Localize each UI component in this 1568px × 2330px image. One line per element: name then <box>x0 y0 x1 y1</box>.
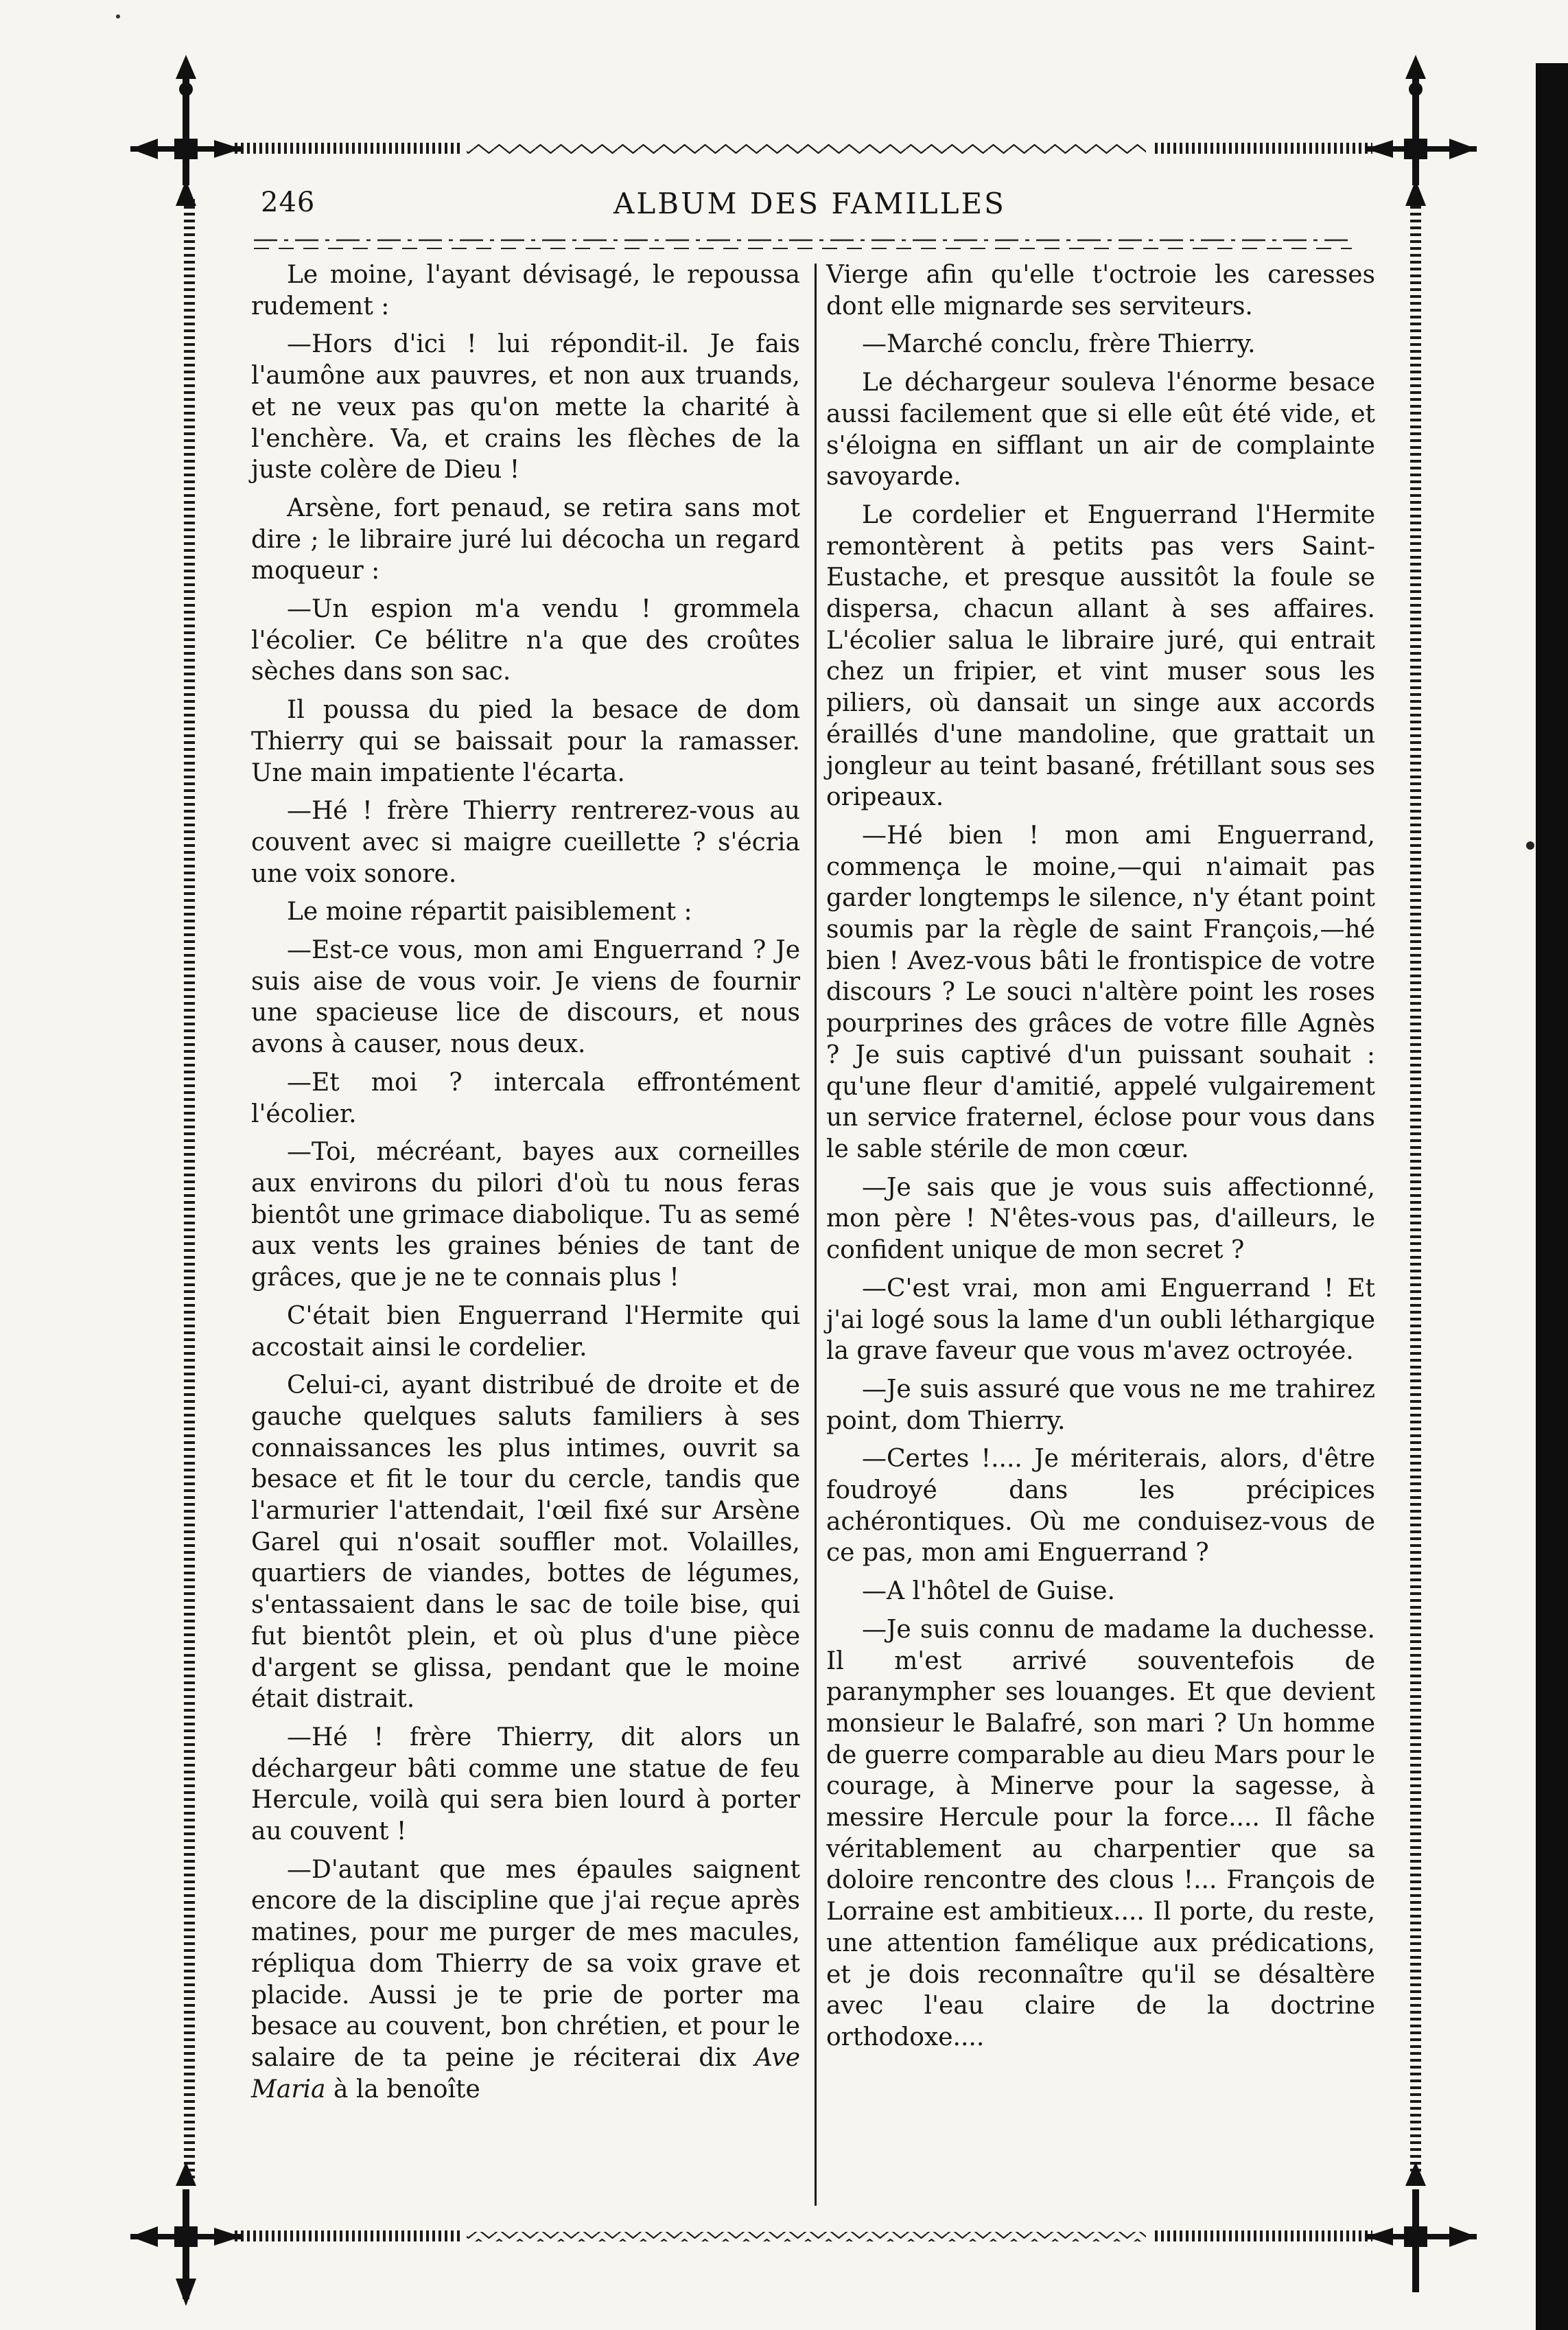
paragraph: —Je suis assuré que vous ne me trahirez point, dom Thierry. <box>826 1375 1375 1435</box>
paragraph: Le déchargeur souleva l'énorme besace aussi facilement que si elle eût été vide, et s'éloigna en sifflant un air de complainte savoyarde. <box>826 369 1375 491</box>
column-divider <box>815 264 817 2206</box>
paragraph: —Toi, mécréant, bayes aux corneilles aux environs du pilori d'où tu nous feras bientôt une grimace diabolique. Tu as semé aux vents les graines bénies de tant de grâces, que je ne te connais plus ! <box>251 1138 800 1292</box>
paragraph: —D'autant que mes épaules saignent encore de la discipline que j'ai reçue après matines, pour me purger de mes macules, répliqua dom Thierry de sa voix grave et placide. Aussi je te prie de porter ma besace au couvent, bon chrétien, et pour le salaire de ta peine je réciterai dix Ave Maria à la benoîte <box>251 1855 800 2104</box>
paragraph: —Hé bien ! mon ami Enguerrand, commença le moine,—qui n'aimait pas garder longtemps le silence, n'y étant point soumis par la règle de saint François,—hé bien ! Avez-vous bâti le frontispice de votre discours ? Le souci n'altère point les roses pourprines des grâces de votre fille Agnès ? Je suis captivé d'un puissant souhait : qu'une fleur d'amitié, appelé vulgairement un service fraternel, éclose pour vous dans le sable stérile de mon cœur. <box>826 821 1375 1163</box>
paragraph: —Je sais que je vous suis affectionné, mon père ! N'êtes-vous pas, d'ailleurs, le confident unique de mon secret ? <box>826 1173 1375 1265</box>
page-header <box>261 187 1359 228</box>
paragraph: —Marché conclu, frère Thierry. <box>862 330 1256 359</box>
paragraph: —Est-ce vous, mon ami Enguerrand ? Je suis aise de vous voir. Je viens de fournir une spacieuse lice de discours, et nous avons à causer, nous deux. <box>251 936 800 1059</box>
page-number: 246 <box>261 187 316 218</box>
text-column-left <box>251 259 800 2112</box>
paragraph: —Hé ! frère Thierry, dit alors un déchargeur bâti comme une statue de feu Hercule, voilà qui sera bien lourd à porter au couvent ! <box>251 1723 800 1846</box>
paragraph: —Je suis connu de madame la duchesse. Il m'est arrivé souventefois de paranympher ses louanges. Et que devient monsieur le Balafré, son mari ? Un homme de guerre comparable au dieu Mars pour le courage, à Minerve pour la sagesse, à messire Hercule pour la force.... Il fâche véritablement au charpentier que sa doloire rencontre des clous !... François de Lorraine est ambitieux.... Il porte, du reste, une attention famélique aux prédications, et je dois reconnaître qu'il se désaltère avec l'eau claire de la doctrine orthodoxe.... <box>826 1615 1375 2051</box>
corner-ornament-bottom-right <box>1366 2162 1477 2292</box>
paragraph: Vierge afin qu'elle t'octroie les caresses dont elle mignarde ses serviteurs. <box>826 261 1375 321</box>
paragraph: —A l'hôtel de Guise. <box>862 1577 1115 1606</box>
paragraph: —Hors d'ici ! lui répondit-il. Je fais l'aumône aux pauvres, et non aux truands, et ne veux pas qu'on mette la charité à l'enchère. Va, et crains les flèches de la juste colère de Dieu ! <box>251 330 800 485</box>
corner-ornament-top-right <box>1366 55 1477 206</box>
paragraph: Le moine, l'ayant dévisagé, le repoussa rudement : <box>251 261 800 321</box>
italic-ave-maria: Ave Maria <box>251 2043 800 2104</box>
paragraph: —Hé ! frère Thierry rentrerez-vous au couvent avec si maigre cueillette ? s'écria une voix sonore. <box>251 797 800 888</box>
corner-ornament-bottom-left <box>130 2162 242 2306</box>
paragraph: Il poussa du pied la besace de dom Thierry qui se baissait pour la ramasser. Une main impatiente l'écarta. <box>251 696 800 787</box>
paragraph: Arsène, fort penaud, se retira sans mot dire ; le libraire juré lui décocha un regard moqueur : <box>251 493 800 585</box>
paragraph: —Un espion m'a vendu ! grommela l'écolier. Ce bélitre n'a que des croûtes sèches dans son sac. <box>251 595 800 686</box>
paragraph: Le moine répartit paisiblement : <box>287 898 692 927</box>
paragraph: Celui-ci, ayant distribué de droite et de gauche quelques saluts familiers à ses connaissances les plus intimes, ouvrit sa besace et fit le tour du cercle, tandis que l'armurier l'attendait, l'œil fixé sur Arsène Garel qui n'osait souffler mot. Volailles, quartiers de viandes, bottes de légumes, s'entassaient dans le sac de toile bise, qui fut bientôt plein, et où plus d'une pièce d'argent se glissa, pendant que le moine était distrait. <box>251 1371 800 1714</box>
paragraph: —C'est vrai, mon ami Enguerrand ! Et j'ai logé sous la lame d'un oubli léthargique la grave faveur que vous m'avez octroyée. <box>826 1274 1375 1366</box>
running-title: ALBUM DES FAMILLES <box>613 187 1006 220</box>
corner-ornament-top-left <box>130 55 242 206</box>
paragraph: C'était bien Enguerrand l'Hermite qui accostait ainsi le cordelier. <box>251 1301 800 1362</box>
paragraph: Le cordelier et Enguerrand l'Hermite remontèrent à petits pas vers Saint-Eustache, et presque aussitôt la foule se dispersa, chacun allant à ses affaires. L'écolier salua le libraire juré, qui entrait chez un fripier, et vint muser sous les piliers, où dansait un singe aux accords éraillés d'une mandoline, que grattait un jongleur au teint basané, frétillant sous ses oripeaux. <box>826 500 1375 812</box>
paragraph: —Et moi ? intercala effrontément l'écolier. <box>251 1068 800 1128</box>
paragraph: —Certes !.... Je mériterais, alors, d'être foudroyé dans les précipices achérontiques. Où me conduisez-vous de ce pas, mon ami Enguerrand ? <box>826 1445 1375 1568</box>
text-column-right <box>826 259 1375 2060</box>
scan-edge-shadow <box>1536 63 1568 2330</box>
